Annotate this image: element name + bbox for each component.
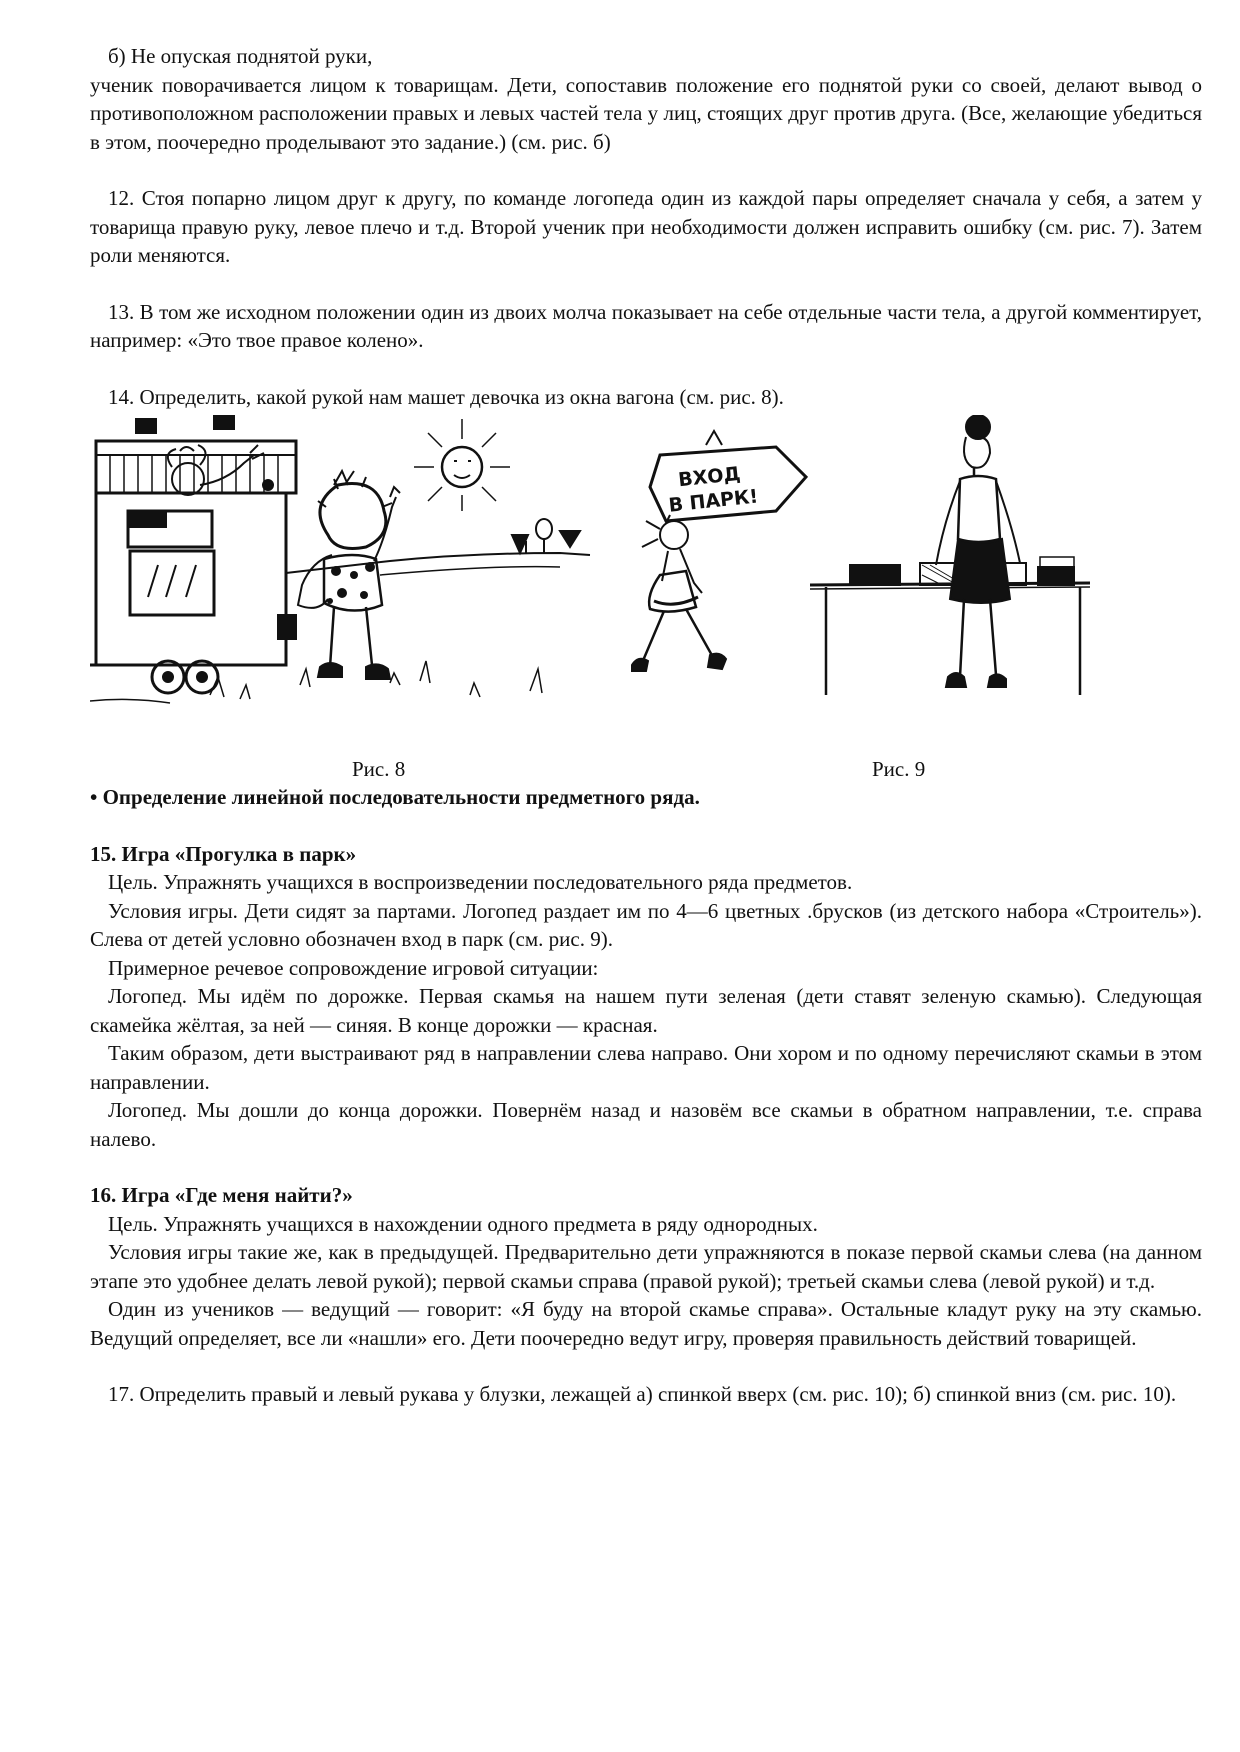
figure-captions [90,755,1202,783]
paragraph-12-text: 12. Стоя попарно лицом друг к другу, по команде логопеда один из каждой пары определяет сначала у себя, а затем у товарища правую руку, левое плечо и т.д. Второй ученик при необходимости должен исправить ошибку (см. рис. 7). Затем роли меняются. [90,186,1202,267]
game-15-conditions [90,897,1202,954]
game-15-speech-intro [90,954,1202,983]
game-15-conditions-text: Условия игры. Дети сидят за партами. Логопед раздает им по 4—6 цветных .брусков (из детского набора «Строитель»). Слева от детей условно обозначен вход в парк (см. рис. 9). [90,898,1202,951]
section-heading [90,783,1202,812]
section-heading-text: • Определение линейной последовательности предметного ряда. [90,785,700,809]
paragraph-b-body-text: ученик поворачивается лицом к товарищам. Дети, сопоставив положение его поднятой руки со своей, делают вывод о противоположном расположении правых и левых частей тела у лиц, стоящих друг против друга. (Все, желающие убедиться в этом, поочередно проделывают это задание.) (см. рис. б) [90,72,1202,154]
paragraph-17-text: 17. Определить правый и левый рукава у блузки, лежащей а) спинкой вверх (см. рис. 10); б) спинкой вниз (см. рис. 10). [108,1382,1177,1406]
figure-9-caption: Рис. 9 [872,757,926,781]
game-16-play-text: Один из учеников — ведущий — говорит: «Я буду на второй скамье справа». Остальные кладут руку на эту скамью. Ведущий определяет, все ли «нашли» его. Дети поочередно ведут игру, проверяя правильность действий товарищей. [90,1297,1202,1350]
game-15-title [90,840,1202,869]
paragraph-17 [90,1380,1202,1409]
game-15-speech-1-text: Логопед. Мы идём по дорожке. Первая скамья на нашем пути зеленая (дети ставят зеленую скамью). Следующая скамейка жёлтая, за ней — синяя. В конце дорожки — красная. [90,984,1202,1037]
spacer [90,355,1202,383]
paragraph-b-line1 [90,42,1202,71]
paragraph-b-body [90,71,1202,157]
game-16-title-text: 16. Игра «Где меня найти?» [90,1183,353,1207]
document-page [90,42,1202,1409]
game-15-result [90,1039,1202,1096]
game-16-goal [90,1210,1202,1239]
spacer [90,1352,1202,1380]
figure-8-illustration [90,415,610,751]
game-15-speech-2 [90,1096,1202,1153]
game-16-goal-text: Цель. Упражнять учащихся в нахождении одного предмета в ряду однородных. [108,1211,818,1236]
sign-text-line2: В ПАРК! [667,485,760,517]
game-15-result-text: Таким образом, дети выстраивают ряд в направлении слева направо. Они хором и по одному перечисляют скамьи в этом направлении. [90,1041,1202,1094]
paragraph-b-line1-text: б) Не опуская поднятой руки, [108,44,373,68]
spacer [90,156,1202,184]
game-15-speech-intro-text: Примерное речевое сопровождение игровой ситуации: [108,955,599,980]
game-15-speech-2-text: Логопед. Мы дошли до конца дорожки. Повернём назад и назовём все скамьи в обратном направлении, т.е. справа налево. [90,1098,1202,1151]
figure-9-illustration [630,415,1210,751]
paragraph-13 [90,298,1202,355]
paragraph-14 [90,383,1202,412]
game-15-title-text: 15. Игра «Прогулка в парк» [90,841,357,866]
game-15-speech-1 [90,982,1202,1039]
spacer [90,812,1202,840]
paragraph-14-text: 14. Определить, какой рукой нам машет девочка из окна вагона (см. рис. 8). [108,384,784,409]
game-15-goal [90,868,1202,897]
game-16-play [90,1295,1202,1352]
paragraph-13-text: 13. В том же исходном положении один из двоих молча показывает на себе отдельные части тела, а другой комментирует, например: «Это твое правое колено». [90,299,1202,352]
game-16-conditions-text: Условия игры такие же, как в предыдущей. Предварительно дети упражняются в показе первой скамьи слева (на данном этапе это удобнее делать левой рукой); первой скамьи справа (правой рукой); третьей скамьи слева (левой рукой) и т.д. [90,1240,1202,1293]
game-16-title [90,1181,1202,1210]
sign-text-line1: ВХОД [677,462,742,492]
game-15-goal-text: Цель. Упражнять учащихся в воспроизведении последовательного ряда предметов. [108,870,853,894]
spacer [90,1153,1202,1181]
spacer [90,270,1202,298]
figures-row [90,415,1202,755]
figure-8-caption: Рис. 8 [352,757,406,781]
game-16-conditions [90,1238,1202,1295]
paragraph-12 [90,184,1202,270]
